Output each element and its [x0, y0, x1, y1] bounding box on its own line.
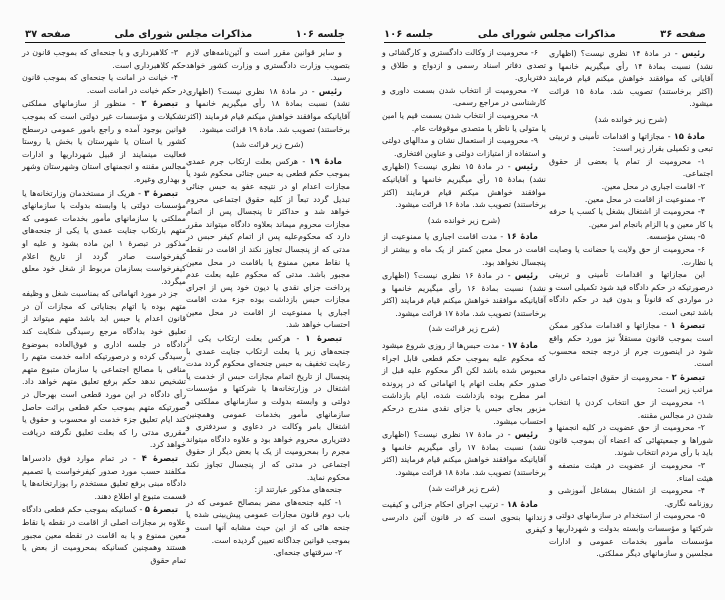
paragraph-lead: رئیس: [681, 48, 706, 58]
section-note: [382, 483, 546, 496]
paragraph: [549, 510, 713, 560]
paragraph-text: - محرومیت از حقوق اجتماعی دارای مراتب زیر است:: [549, 372, 713, 395]
paragraph-text: - منظور از سازمانهای مملکتی تشکیلات و مؤسسات غیر دولتی است که بموجب قوانین بوجود آمده و راجع بامور عمومی درسطح کشور یا استان یا شهرستان یا بخش یا روستا فعالیت مینمایند از قبیل شهرداریها و ادارات مجالس مقننه و انجمنهای استان وشهرستان وشهر و بهداری وغیره.: [22, 99, 186, 184]
paragraph-lead: تبصرهٔ ۱: [670, 320, 705, 331]
paragraph: [382, 85, 546, 110]
paragraph-lead: مادهٔ ۱۹: [309, 155, 342, 166]
paragraph-text: و سایر قوانین مقرر است و آئین‌نامه‌های لازم بتصویب وزارت دادگستری و وزارت کشور خواهد رسید.: [186, 48, 350, 83]
paragraph-lead: رئیس: [318, 85, 343, 96]
paragraph-text: - در تمام موارد فوق دادسراها مکلفند حسب مورد صدور کیفرخواست یا تصمیم دادگاه مبنی برفع تعلیق مستخدم را بوزارتخانه‌ها یا قسمت متبوع او اطلاع دهند.: [22, 454, 186, 501]
article-paragraph: [186, 332, 350, 484]
article-paragraph: [549, 371, 713, 397]
paragraph-text: ۳- کلاهبرداری و یا جنحه‌ای که بموجب قانون در حکم کلاهبرداری است.: [22, 48, 186, 70]
paragraph-text: - در مادهٔ ۱۴ نظری نیست؟ (اظهاری نشد) نسبت بمادهٔ ۱۴ رأی میگیریم خانمها و آقایانی که موافقند خواهش میکنم قیام فرمایند (اکثر برخاستند) تصویب شد. مادهٔ ۱۵ قرائت میشود.: [549, 49, 713, 109]
section-note: [549, 114, 713, 127]
paragraph-text: - در مادهٔ ۱۷ نظری نیست؟ (اظهاری نشد) نسبت بمادهٔ ۱۷ رأی میگیریم خانمها و آقایانیکه موافقند خواهش میکنم قیام فرمایند (اکثر برخاستند) تصویب شد. مادهٔ ۱۸ قرائت میشود.: [382, 430, 546, 477]
paragraph-text: جز در مورد اتهاماتی که بمناسبت شغل و وظیفه متهم بوده یا اتهام بجنایاتی که مجازات آن در قانون اعدام یا حبس ابد باشد متهم میتواند از تعلیق خود بدادگاه مرجع رسیدگی شکایت کند دادگاه در جلسه اداری و فوق‌العاده بموضوع رسیدگی کرده و درصورتیکه ادامه خدمت متهم را منافی با مصالح اجتماعی یا سازمان متبوع متهم تشخیص ندهد حکم برفع تعلیق متهم خواهد داد. رأی دادگاه در این مورد قطعی است بهرحال در صورتیکه متهم بموجب حکم قطعی برائت حاصل کند ایام تعلیق جزء خدمت او محسوب و حقوق یا مقرری مدتی را که بعلت تعلیق نگرفته دریافت خواهد کرد.: [22, 289, 186, 450]
paragraph-text: ۳- محرومیت از عضویت در هیئت منصفه و هیئت امناء.: [549, 461, 713, 483]
paragraph-text: (شرح زیر قرائت شد): [232, 140, 304, 150]
article-paragraph: [549, 319, 713, 370]
paragraph-text: ۵- بستن مؤسسه.: [646, 232, 705, 242]
paragraph: [549, 269, 713, 319]
paragraph-text: - مدت حبس‌ها از روزی شروع میشود که محکوم علیه بموجب حکم قطعی قابل اجراء محبوس شده باشد لکن اگر محکوم علیه قبل از صدور حکم بعلت اتهام یا اتهاماتی که در پرونده امر مطرح بوده بازداشت شده، ایام بازداشت مزبور بجای حبس یا جزای نقدی مندرج درحکم احتساب میشود.: [382, 341, 546, 426]
paragraph-text: ۷- محرومیت از انتخاب شدن بسمت داوری و کارشناسی در مراجع رسمی.: [382, 85, 546, 108]
section-note: [382, 323, 546, 336]
paragraph-lead: مادهٔ ۱۸: [506, 499, 538, 510]
paragraph-text: - ترتیب اجرای احکام جزائی و کیفیت زندانها بنحوی است که در قانون آئین دادرسی کیفری: [382, 500, 546, 535]
paragraph: [186, 47, 350, 85]
paragraph-text: ۲- سرقتهای جنحه‌ای.: [273, 548, 342, 558]
paragraph-text: - هرکس بعلت ارتکاب جرم عمدی بموجب حکم قطعی به حبس جنائی محکوم شود یا مجازات اعدام او در نتیجه عفو به حبس جنائی تبدیل گردد تبعاً از کلیه حقوق اجتماعی محروم خواهد شد و حداکثر تا پنجسال پس از اتمام مجازات محروم میماند بعلاوه دادگاه میتواند مقرر دارد که محکوم‌علیه پس از اتمام کیفر حبس در مدتی که از پنجسال تجاوز نکند از اقامت در نقطه یا نقاط معین ممنوع یا باقامت در محل معین مجبور باشد. مدتی که محکوم علیه بعلت عدم پرداخت جزای نقدی یا دیون خود پس از اجرای مجازات حبس بازداشت بوده جزء مدت اقامت اجباری یا ممنوعیت از اقامت در محل معین احتساب خواهد شد.: [186, 156, 350, 330]
paragraph-text: ۲- اقامت اجباری در محل معین.: [601, 181, 705, 191]
paragraph-text: - در مادهٔ ۱۶ نظری نیست؟ (اظهاری نشد) نسبت بمادهٔ ۱۶ رأی میگیریم خانمها و آقایانیکه موافقند خواهش میکنم قیام فرمایند (اکثر برخاستند) تصویب شد. مادهٔ ۱۷ قرائت میشود.: [382, 271, 546, 318]
paragraph-lead: رئیس: [514, 161, 539, 172]
article-paragraph: [22, 97, 186, 186]
paragraph-text: ۶- محرومیت از وکالت دادگستری و کارگشائی و تصدی دفاتر اسناد رسمی و ازدواج و طلاق و دفتریاری.: [382, 48, 546, 83]
paragraph-text: (شرح زیر قرائت شد): [428, 483, 500, 493]
article-paragraph: [382, 160, 546, 211]
paragraph-lead: تبصرهٔ ۴: [141, 453, 178, 463]
paragraph: [549, 231, 713, 244]
paragraph: [382, 110, 546, 135]
paragraph-text: - مجازاتها و اقدامات مذکور ممکن است بموجب قانون مستقلاً نیز مورد حکم واقع شود در اینصورت جرم از درجه جنحه محسوب است.: [549, 321, 713, 369]
paragraph-text: (شرح زیر خوانده شد): [594, 114, 668, 124]
paragraph-text: (شرح زیر خوانده شد): [427, 215, 501, 225]
paragraph: [549, 206, 713, 231]
session-number: جلسه ۱۰۶: [295, 29, 345, 40]
article-paragraph: [186, 155, 350, 332]
paragraph: [22, 288, 186, 452]
article-paragraph: [382, 230, 546, 269]
paragraph-text: ۸- محرومیت از انتخاب شدن بسمت قیم یا امین یا متولی یا ناظر یا متصدی موقوفات عام.: [382, 110, 546, 133]
paragraph-text: - هریک از مستخدمان وزارتخانه‌ها یا مؤسسات دولتی یا وابسته بدولت یا سازمانهای مملکتی یا سازمانهای مأمور بخدمات عمومی که متهم بارتکاب جنایت عمدی یا یکی از جنحه‌های مذکور در تبصرهٔ ۱ این ماده بشود و علیه او کیفرخواست صادر گردد از تاریخ اعلام کیفرخواست بسازمان مربوط از شغل خود معلق میگردد.: [22, 188, 186, 286]
paragraph: [382, 135, 546, 160]
paragraph-text: (شرح زیر قرائت شد): [428, 324, 500, 334]
article-paragraph: [22, 452, 186, 503]
paragraph-lead: رئیس: [514, 270, 539, 281]
paragraph-lead: تبصرهٔ ۲: [671, 371, 705, 382]
paragraph: [22, 47, 186, 72]
paragraph-text: - در مادهٔ ۱۸ نظری نیست؟ (اظهاری نشد) نسبت بمادهٔ ۱۸ رأی میگیریم خانمها و آقایانیکه موافقند خواهش میکنم قیام فرمایند (اکثر برخاستند) تصویب شد. مادهٔ ۱۹ قرائت میشود.: [186, 86, 350, 134]
paragraph: [549, 156, 713, 181]
paragraph-lead: مادهٔ ۱۵: [673, 130, 705, 141]
paragraph-text: جنحه‌های مذکور عبارتند از:: [254, 485, 342, 495]
text-column-right: [186, 47, 350, 560]
paragraph-text: ۵- محرومیت از استخدام در سازمانهای دولتی و شرکتها و مؤسسات وابسته بدولت و شهرداریها و مؤسسات مأمور بخدمات عمومی و ادارات مجلسین و سازمانهای دیگر مملکتی.: [549, 511, 713, 559]
paragraph-lead: مادهٔ ۱۷: [507, 340, 538, 351]
article-paragraph: [549, 47, 713, 111]
page-header: [384, 26, 706, 43]
paragraph-text: - در مادهٔ ۱۵ نظری نیست؟ (اظهاری نشد) بمادهٔ ۱۵ رأی میگیریم خانمها و آقایانیکه موافقند خواهش میکنم قیام فرمایند (اکثر برخاستند) تصویب شد. مادهٔ ۱۶ قرائت میشود.: [382, 162, 546, 210]
paragraph-lead: مادهٔ ۱۶: [506, 231, 538, 242]
page-header: [25, 26, 345, 43]
paragraph-text: ۶- محرومیت از حق ولایت یا حضانت یا وصایت یا نظارت.: [549, 244, 713, 267]
publication-title: مذاکرات مجلس شورای ملی: [477, 29, 616, 40]
text-column-left: [382, 47, 546, 537]
paragraph-lead: تبصرهٔ ۵: [144, 504, 178, 515]
paragraph: [549, 460, 713, 485]
paragraph-text: ۴- محرومیت از اشتغال بشغل یا کسب یا حرفه یا کار معین و یا الزام بانجام امر معین.: [549, 207, 713, 229]
page-number: صفحه ۳۷: [25, 29, 71, 40]
article-paragraph: [549, 130, 713, 156]
paragraph-lead: تبصرهٔ ۳: [144, 187, 179, 198]
paragraph-text: ۴- خیانت در امانت یا جنحه‌ای که بموجب قانون در حکم خیانت در امانت است.: [22, 73, 186, 95]
article-paragraph: [186, 85, 350, 136]
paragraph-text: - مدت اقامت اجباری یا ممنوعیت از اقامت در محل معین کمتر از یک ماه و بیشتر از پنجسال نخواهد بود.: [382, 232, 546, 267]
paragraph: [549, 244, 713, 269]
paragraph-text: این مجازاتها و اقدامات تأمینی و تربیتی درصورتیکه در حکم دادگاه قید شود تکمیلی است و در مواردی که قانوناً و بدون قید در حکم دادگاه باشد تبعی است.: [548, 270, 713, 317]
paragraph-text: ۴- محرومیت از اشتغال بمشاغل آموزشی و روزنامه نگاری.: [549, 486, 713, 508]
paragraph: [549, 181, 713, 194]
paragraph: [549, 397, 713, 422]
paragraph-text: ۱- محرومیت از تمام یا بعضی از حقوق اجتماعی.: [549, 156, 713, 179]
paragraph: [186, 484, 350, 497]
paragraph-text: ۳- ممنوعیت از اقامت در محل معین.: [584, 194, 705, 204]
paragraph-text: ۱- محرومیت از حق انتخاب کردن یا انتخاب شدن در مجالس مقننه.: [549, 398, 713, 420]
paragraph-text: ۱- کلیه جنحه‌های مضر بمصالح عمومی که در باب دوم قانون مجازات عمومی پیش‌بینی شده یا جنحه هائی که از این حیث مشابه آنها است و بموجب قوانین جداگانه تعیین گردیده است.: [186, 497, 350, 545]
paragraph: [22, 72, 186, 97]
article-paragraph: [382, 339, 546, 428]
paragraph: [186, 497, 350, 547]
text-column-right: [549, 47, 713, 561]
section-note: [382, 215, 546, 228]
text-column-left: [22, 47, 186, 567]
publication-title: مذاکرات مجلس شورای ملی: [114, 29, 253, 40]
paragraph-text: ۹- محرومیت از استعمال نشان و مدالهای دولتی و استفاده از امتیازات دولتی و عناوین افتخاری.: [382, 136, 546, 158]
paragraph-lead: رئیس: [514, 429, 539, 440]
paragraph-text: - کسانیکه بموجب حکم قطعی دادگاه علاوه بر مجازات اصلی از اقامت در نقطه یا نقاط معین ممنوع و یا به اقامت در نقطه معین مجبور هستند وهمچنین کسانیکه بمحرومیت از بعض یا تمام حقوق: [22, 505, 186, 565]
article-paragraph: [382, 428, 546, 479]
paragraph: [549, 485, 713, 510]
paragraph-lead: تبصرهٔ ۱: [305, 333, 342, 344]
paragraph: [382, 47, 546, 85]
page-number: صفحه ۳۶: [660, 29, 706, 40]
paragraph: [549, 422, 713, 460]
paragraph: [186, 547, 350, 560]
article-paragraph: [22, 187, 186, 289]
paragraph-text: - مجازاتها و اقدامات تأمینی و تربیتی تبعی و تکمیلی بقرار زیر است:: [549, 131, 713, 154]
paragraph: [549, 194, 713, 207]
session-number: جلسه ۱۰۶: [384, 29, 434, 40]
section-note: [186, 139, 350, 152]
paragraph-text: - هرکس بعلت ارتکاب یکی از جنحه‌های زیر یا بعلت ارتکاب جنایت عمدی با رعایت تخفیف به حبس جنحه‌ای محکوم گردد مدت پنجسال از تاریخ اتمام مجازات حبس از خدمت یا اشتغال در وزارتخانه‌ها یا شرکتها و مؤسسات دولتی و وابسته بدولت و سازمانهای مملکتی و سازمانهای مأمور بخدمات عمومی وهمچنین اشتغال بامر وکالت در دعاوی و سردفتری و دفتریاری محروم خواهد بود و علاوه دادگاه میتواند مجرم را بمحرومیت از یک یا بعض دیگر از حقوق اجتماعی در مدتی که از پنجسال تجاوز نکند محکوم نماید.: [186, 334, 350, 482]
article-paragraph: [382, 269, 546, 320]
article-paragraph: [382, 498, 546, 537]
article-paragraph: [22, 503, 186, 567]
paragraph-lead: تبصرهٔ ۲: [141, 98, 178, 109]
paragraph-text: ۲- محرومیت از حق عضویت در کلیه انجمنها و شوراها و جمعیتهائی که اعضاء آن بموجب قانون باید با رأی مردم انتخاب شوند.: [549, 423, 713, 458]
